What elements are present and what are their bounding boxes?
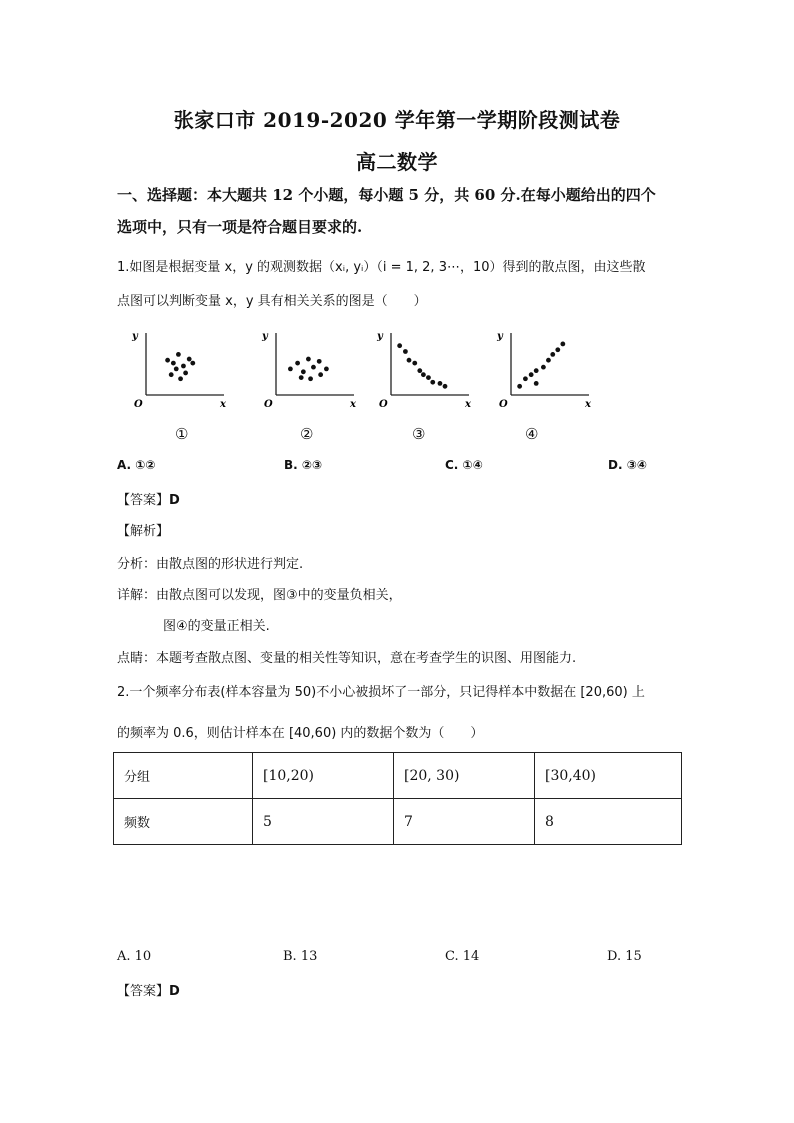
answer-value: D bbox=[169, 984, 180, 999]
table-cell: 5 bbox=[253, 799, 394, 845]
axis-label-y: y bbox=[377, 331, 383, 342]
scatter-point bbox=[169, 372, 174, 377]
scatter-figure-3 bbox=[373, 327, 473, 407]
origin-label: O bbox=[499, 399, 508, 407]
scatter-plot-2 bbox=[258, 327, 358, 407]
scatter-figure-2 bbox=[258, 327, 358, 407]
axis-label-x: x bbox=[220, 399, 226, 407]
q1-answer bbox=[117, 489, 180, 508]
q2-answer bbox=[117, 980, 180, 999]
scatter-point bbox=[178, 376, 183, 381]
table-row bbox=[114, 799, 682, 845]
scatter-point bbox=[295, 361, 300, 366]
scatter-point bbox=[555, 347, 560, 352]
table-cell: 7 bbox=[394, 799, 535, 845]
axis-label-y: y bbox=[497, 331, 503, 342]
axis-label-x: x bbox=[585, 399, 591, 407]
scatter-point bbox=[301, 369, 306, 374]
scatter-point bbox=[517, 384, 522, 389]
scatter-point bbox=[174, 367, 179, 372]
axis-label-x: x bbox=[465, 399, 471, 407]
q1-option-a: A. ①② bbox=[117, 458, 156, 472]
scatter-point bbox=[299, 375, 304, 380]
q1-detail-2: 图④的变量正相关. bbox=[163, 619, 270, 634]
scatter-point bbox=[534, 381, 539, 386]
q1-option-c: C. ①④ bbox=[445, 458, 483, 472]
scatter-point bbox=[534, 368, 539, 373]
subject-title: 高二数学 bbox=[356, 150, 438, 174]
scatter-plot-1 bbox=[128, 327, 228, 407]
scatter-point bbox=[407, 358, 412, 363]
scatter-figure-1 bbox=[128, 327, 228, 407]
table-cell: [20, 30) bbox=[394, 753, 535, 799]
scatter-point bbox=[430, 380, 435, 385]
table-cell: 分组 bbox=[114, 753, 253, 799]
scatter-point bbox=[306, 357, 311, 362]
scatter-plot-4 bbox=[493, 327, 593, 407]
scatter-point bbox=[438, 381, 443, 386]
scatter-point bbox=[318, 372, 323, 377]
scatter-point bbox=[176, 352, 181, 357]
scatter-point bbox=[183, 371, 188, 376]
scatter-point bbox=[288, 367, 293, 372]
table-cell: 频数 bbox=[114, 799, 253, 845]
axis-label-x: x bbox=[350, 399, 356, 407]
scatter-point bbox=[412, 361, 417, 366]
scatter-point bbox=[181, 364, 186, 369]
origin-label: O bbox=[134, 399, 143, 407]
figure-label-3: ③ bbox=[412, 425, 426, 443]
q2-stem-line-1: 2.一个频率分布表(样本容量为 50)不小心被损坏了一部分，只记得样本中数据在 [20,60) 上 bbox=[117, 685, 645, 700]
scatter-point bbox=[417, 368, 422, 373]
frequency-table bbox=[113, 752, 682, 845]
scatter-point bbox=[421, 372, 426, 377]
scatter-point bbox=[403, 349, 408, 354]
q1-detail-1: 详解：由散点图可以发现，图③中的变量负相关， bbox=[117, 588, 402, 603]
scatter-point bbox=[397, 343, 402, 348]
q1-stem-line-2: 点图可以判断变量 x，y 具有相关关系的图是（ ） bbox=[117, 294, 427, 309]
q1-comment: 点睛：本题考查散点图、变量的相关性等知识，意在考查学生的识图、用图能力. bbox=[117, 651, 577, 666]
figure-label-4: ④ bbox=[525, 425, 539, 443]
table-row bbox=[114, 753, 682, 799]
answer-tag: 【答案】 bbox=[117, 984, 170, 999]
axis-label-y: y bbox=[132, 331, 138, 342]
scatter-figure-4 bbox=[493, 327, 593, 407]
scatter-point bbox=[187, 357, 192, 362]
scatter-point bbox=[541, 365, 546, 370]
section-heading-line-2: 选项中，只有一项是符合题目要求的. bbox=[117, 218, 363, 236]
q1-analysis: 分析：由散点图的形状进行判定. bbox=[117, 557, 304, 572]
q2-option-b: B. 13 bbox=[283, 949, 318, 964]
scatter-point bbox=[546, 358, 551, 363]
scatter-point bbox=[165, 358, 170, 363]
section-heading-line-1: 一、选择题：本大题共 12 个小题，每小题 5 分，共 60 分.在每小题给出的四个 bbox=[117, 186, 656, 204]
figure-label-1: ① bbox=[175, 425, 189, 443]
scatter-point bbox=[171, 361, 176, 366]
table-cell: [10,20) bbox=[253, 753, 394, 799]
q1-analysis-tag: 【解析】 bbox=[117, 524, 170, 539]
q1-option-d: D. ③④ bbox=[608, 458, 648, 472]
origin-label: O bbox=[264, 399, 273, 407]
scatter-point bbox=[324, 367, 329, 372]
q2-option-d: D. 15 bbox=[607, 949, 642, 964]
scatter-point bbox=[426, 375, 431, 380]
scatter-point bbox=[190, 361, 195, 366]
q1-stem-line-1: 1.如图是根据变量 x，y 的观测数据（xᵢ, yᵢ）（i = 1, 2, 3⋯，10）得到的散点图，由这些散 bbox=[117, 260, 646, 275]
scatter-point bbox=[560, 342, 565, 347]
answer-tag: 【答案】 bbox=[117, 493, 170, 508]
q2-option-c: C. 14 bbox=[445, 949, 480, 964]
table-cell: 8 bbox=[535, 799, 682, 845]
q1-option-b: B. ②③ bbox=[284, 458, 323, 472]
scatter-point bbox=[317, 359, 322, 364]
q2-option-a: A. 10 bbox=[117, 949, 152, 964]
scatter-point bbox=[550, 352, 555, 357]
document-title: 张家口市 2019-2020 学年第一学期阶段测试卷 bbox=[173, 108, 621, 132]
scatter-point bbox=[308, 376, 313, 381]
figure-label-2: ② bbox=[300, 425, 314, 443]
table-cell: [30,40) bbox=[535, 753, 682, 799]
answer-value: D bbox=[169, 493, 180, 508]
scatter-point bbox=[311, 365, 316, 370]
q2-stem-line-2: 的频率为 0.6，则估计样本在 [40,60) 内的数据个数为（ ） bbox=[117, 726, 484, 741]
origin-label: O bbox=[379, 399, 388, 407]
scatter-point bbox=[443, 384, 448, 389]
axis-label-y: y bbox=[262, 331, 268, 342]
scatter-point bbox=[523, 376, 528, 381]
scatter-point bbox=[529, 372, 534, 377]
scatter-plot-3 bbox=[373, 327, 473, 407]
